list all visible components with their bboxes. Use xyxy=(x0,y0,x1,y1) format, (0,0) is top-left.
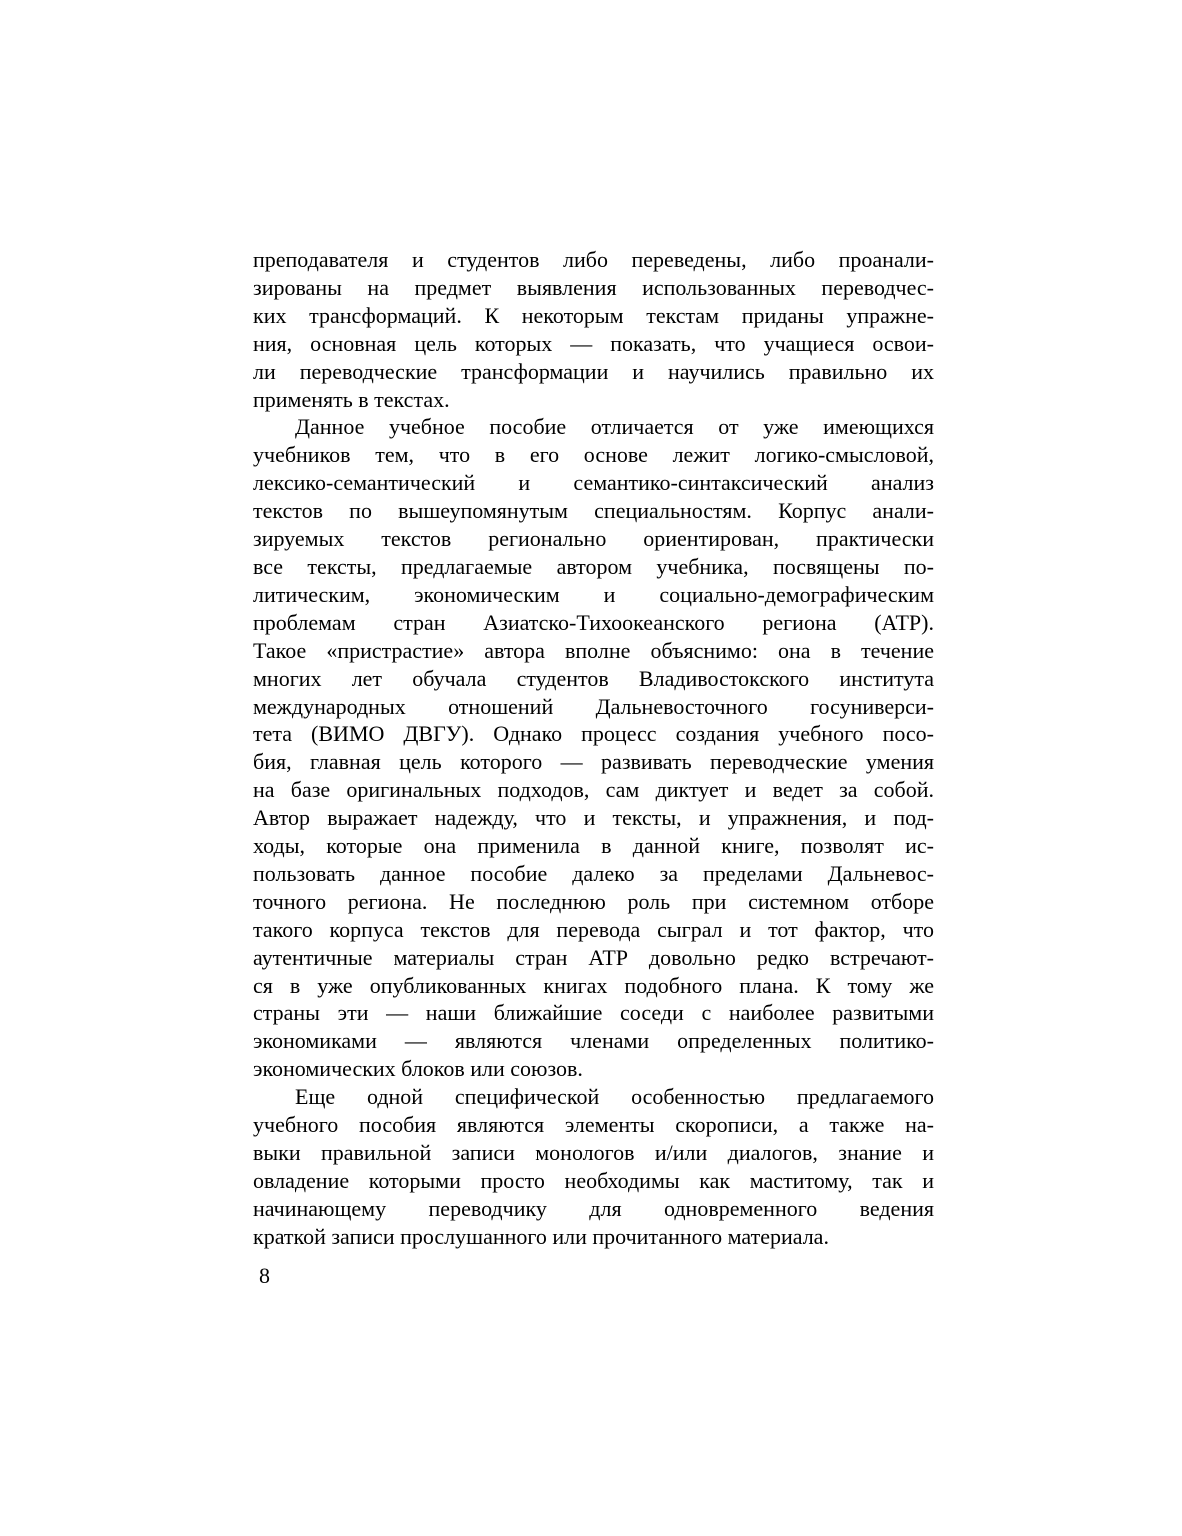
text-line: экономических блоков или союзов. xyxy=(253,1056,583,1082)
page-number: 8 xyxy=(259,1263,270,1288)
text-line: пользовать данное пособие далеко за пределами Дальневос- xyxy=(253,860,934,886)
text-line: краткой записи прослушанного или прочитанного материала. xyxy=(253,1223,829,1249)
text-line: начинающему переводчику для одновременного ведения xyxy=(253,1195,934,1221)
text-line: ли переводческие трансформации и научились правильно их xyxy=(253,358,934,384)
text-line: страны эти — наши ближайшие соседи с наиболее развитыми xyxy=(253,1000,934,1026)
text-line: Такое «пристрастие» автора вполне объяснимо: она в течение xyxy=(253,637,934,663)
text-line: Данное учебное пособие отличается от уже имеющихся xyxy=(295,414,934,440)
text-line: учебников тем, что в его основе лежит логико-смысловой, xyxy=(253,442,934,468)
text-line: преподавателя и студентов либо переведены, либо проанали- xyxy=(253,247,934,272)
text-line: Автор выражает надежду, что и тексты, и упражнения, и под- xyxy=(253,805,934,831)
text-line: применять в текстах. xyxy=(253,386,450,412)
text-line: точного региона. Не последнюю роль при системном отборе xyxy=(253,888,934,914)
paragraph xyxy=(253,413,934,1083)
text-line: выки правильной записи монологов и/или диалогов, знание и xyxy=(253,1140,934,1165)
text-line: литическим, экономическим и социально-демографическим xyxy=(253,581,934,607)
text-line: международных отношений Дальневосточного госуниверси- xyxy=(253,693,934,719)
text-line: овладение которыми просто необходимы как маститому, так и xyxy=(253,1167,934,1193)
text-line: лексико-семантический и семантико-синтаксический анализ xyxy=(253,470,934,496)
text-line: зируемых текстов регионально ориентирован, практически xyxy=(253,526,934,552)
text-line: учебного пособия являются элементы скорописи, а также на- xyxy=(253,1112,934,1138)
paragraph xyxy=(253,1083,934,1250)
paragraph xyxy=(253,246,934,413)
text-line: бия, главная цель которого — развивать переводческие умения xyxy=(253,749,934,775)
text-line: экономиками — являются членами определенных политико- xyxy=(253,1028,934,1054)
text-line: ся в уже опубликованных книгах подобного плана. К тому же xyxy=(253,972,934,998)
text-line: многих лет обучала студентов Владивостокского института xyxy=(253,665,934,691)
text-line: Еще одной специфической особенностью предлагаемого xyxy=(295,1084,934,1110)
text-line: ходы, которые она применила в данной книге, позволят ис- xyxy=(253,833,934,859)
text-line: ких трансформаций. К некоторым текстам приданы упражне- xyxy=(253,302,934,328)
text-line: на базе оригинальных подходов, сам диктует и ведет за собой. xyxy=(253,777,934,803)
text-block xyxy=(253,246,934,1251)
text-line: текстов по вышеупомянутым специальностям. Корпус анали- xyxy=(253,498,934,524)
text-line: ния, основная цель которых — показать, что учащиеся освои- xyxy=(253,330,934,356)
text-line: аутентичные материалы стран АТР довольно редко встречают- xyxy=(253,944,934,970)
text-line: проблемам стран Азиатско-Тихоокеанского региона (АТР). xyxy=(253,609,934,635)
text-line: все тексты, предлагаемые автором учебника, посвящены по- xyxy=(253,553,934,579)
text-line: тета (ВИМО ДВГУ). Однако процесс создания учебного посо- xyxy=(253,721,934,747)
text-line: зированы на предмет выявления использованных переводчес- xyxy=(253,274,934,300)
text-line: такого корпуса текстов для перевода сыграл и тот фактор, что xyxy=(253,916,934,942)
